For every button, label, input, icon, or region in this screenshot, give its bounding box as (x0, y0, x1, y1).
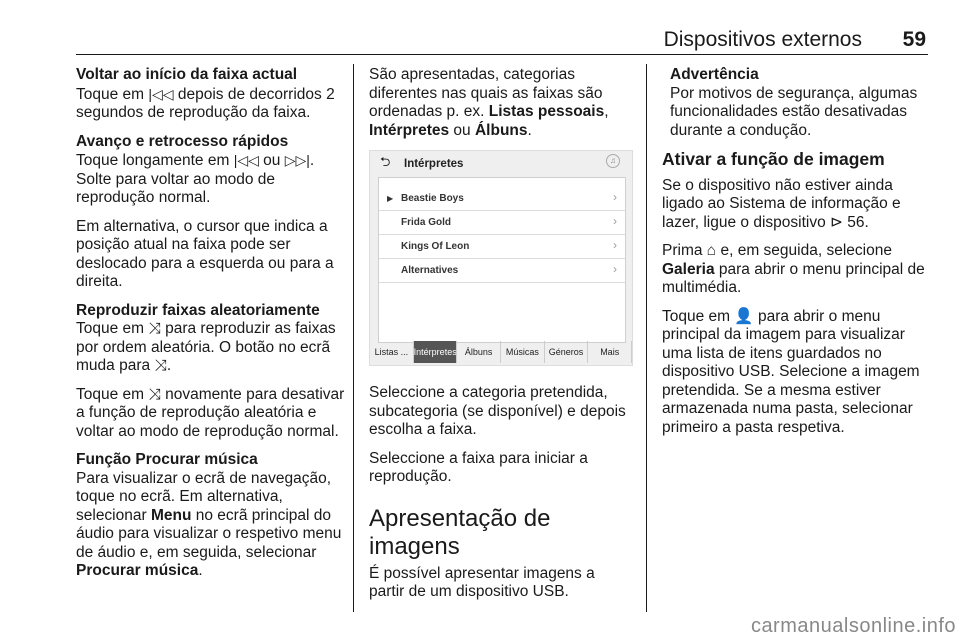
tab-albums: Álbuns (457, 341, 501, 363)
subheading: Voltar ao início da faixa actual (76, 66, 298, 83)
warning-box (670, 66, 930, 140)
warning-heading: Advertência (670, 66, 759, 83)
paragraph: Prima ⌂ e, em seguida, selecione Galeria para abrir o menu principal de multimédia. (662, 242, 925, 296)
artist-list (378, 177, 626, 343)
subheading: Função Procurar música (76, 451, 258, 468)
tab-genres: Géneros (545, 341, 589, 363)
subheading: Avanço e retrocesso rápidos (76, 132, 289, 150)
subheading: Reproduzir faixas aleatoriamente (76, 301, 320, 319)
chevron-right-icon: › (613, 190, 617, 204)
paragraph: É possível apresentar imagens a partir de um dispositivo USB. (369, 564, 595, 600)
paragraph: Seleccione a faixa para iniciar a reprodução. (369, 449, 588, 485)
infotainment-screen-illustration (369, 150, 633, 366)
next-track-icon: ▷▷| (284, 152, 310, 168)
tab-songs: Músicas (501, 341, 545, 363)
column-3 (662, 66, 930, 447)
tab-playlists: Listas ... (370, 341, 414, 363)
chevron-right-icon: › (613, 238, 617, 252)
list-item: ▶ Beastie Boys › (379, 186, 625, 211)
category-tabs (370, 341, 632, 363)
column-1 (76, 66, 348, 591)
paragraph: Se o dispositivo não estiver ainda ligado ao Sistema de informação e lazer, ligue o dispositivo ⊳ 56. (662, 176, 901, 231)
column-divider (646, 64, 647, 612)
chevron-right-icon: › (613, 262, 617, 276)
paragraph: Em alternativa, o cursor que indica a posição atual na faixa pode ser deslocado para a esquerda ou para a direita. (76, 217, 334, 290)
back-arrow-icon: ⮌ (380, 154, 391, 169)
play-indicator-icon: ▶ (387, 194, 394, 203)
paragraph: Toque longamente em |◁◁ ou ▷▷|. Solte para voltar ao modo de reprodução normal. (76, 152, 315, 206)
screen-title: Intérpretes (404, 158, 464, 170)
warning-text: Por motivos de segurança, algumas funcionalidades estão desativadas durante a condução. (670, 84, 918, 139)
paragraph: Toque em ⤨ para reproduzir as faixas por ordem aleatória. O botão no ecrã muda para ⤨. (76, 320, 336, 374)
paragraph: Para visualizar o ecrã de navegação, toque no ecrã. Em alternativa, selecionar Menu no ecrã principal do áudio para visualizar o respetivo menu de áudio e, em seguida, selecionar Procurar música. (76, 469, 342, 579)
paragraph: São apresentadas, categorias diferentes nas quais as faixas são ordenadas p. ex. Listas pessoais, Intérpretes ou Álbuns. (369, 66, 609, 139)
shuffle-icon: ⤨ (154, 357, 167, 374)
previous-track-icon: |◁◁ (233, 152, 259, 168)
person-icon: 👤 (734, 307, 754, 325)
watermark: carmanualsonline.info (750, 615, 956, 637)
paragraph: Seleccione a categoria pretendida, subcategoria (se disponível) e depois escolha a faixa. (369, 384, 626, 438)
page-header (76, 24, 928, 55)
music-note-icon: ♫ (606, 154, 620, 168)
tab-artists: Intérpretes (414, 341, 458, 363)
paragraph: Toque em ⤨ novamente para desativar a função de reprodução aleatória e voltar ao modo de reprodução normal. (76, 385, 345, 440)
page-number: 59 (902, 28, 926, 51)
page-reference: ⊳ 56. (830, 213, 869, 231)
section-title: Dispositivos externos (663, 28, 862, 51)
list-item: Alternatives › (379, 258, 625, 283)
shuffle-icon: ⤨ (148, 320, 161, 337)
paragraph: Toque em 👤 para abrir o menu principal da imagem para visualizar uma lista de itens guardados no dispositivo USB. Selecione a imagem pretendida. Se a mesma estiver armazenada numa pasta, selecionar primeiro a pasta respetiva. (662, 307, 920, 436)
chevron-right-icon: › (613, 214, 617, 228)
shuffle-icon: ⤨ (148, 385, 161, 403)
section-heading: Apresentação de imagens (369, 504, 551, 560)
paragraph: Toque em |◁◁ depois de decorridos 2 segundos de reprodução da faixa. (76, 85, 335, 121)
list-item: Kings Of Leon › (379, 234, 625, 259)
home-icon: ⌂ (706, 242, 717, 259)
tab-more: Mais (588, 341, 632, 363)
section-heading: Ativar a função de imagem (662, 149, 885, 169)
previous-track-icon: |◁◁ (148, 85, 174, 102)
list-item: Frida Gold › (379, 210, 625, 235)
column-divider (353, 64, 354, 612)
column-2 (369, 66, 634, 612)
